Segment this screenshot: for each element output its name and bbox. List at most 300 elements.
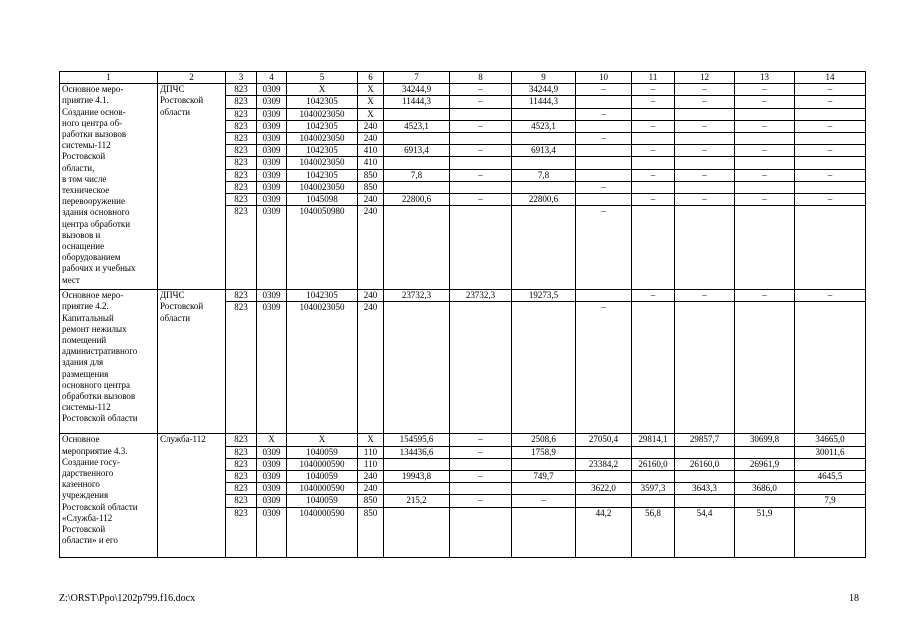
table-cell [632,446,675,458]
table-cell [576,157,632,169]
table-cell: 0309 [257,84,287,96]
table-cell: 23732,3 [450,290,512,302]
table-cell: 11444,3 [384,96,450,108]
measure-name-line: размещения [62,368,109,379]
table-cell [512,302,576,434]
table-cell: 1040059 [287,471,358,483]
measure-name-line: вызовов и [62,229,101,240]
table-cell [384,507,450,557]
table-cell: Х [358,434,384,446]
table-cell: – [795,290,866,302]
table-cell: 240 [358,471,384,483]
table-cell [675,495,735,507]
table-cell: 26160,0 [632,458,675,470]
table-cell: 823 [226,458,257,470]
table-cell [512,133,576,145]
table-cell [450,108,512,120]
table-cell: 240 [358,194,384,206]
col-header: 9 [512,72,576,84]
table-cell: 134436,6 [384,446,450,458]
table-cell: – [735,120,795,132]
table-cell: 0309 [257,206,287,290]
table-cell: Х [358,108,384,120]
col-header: 7 [384,72,450,84]
table-cell: 1040000590 [287,507,358,557]
table-cell [795,483,866,495]
page-number: 18 [849,593,859,604]
table-cell: 850 [358,507,384,557]
table-cell: 240 [358,302,384,434]
table-cell: 154595,6 [384,434,450,446]
measure-name-line: перевооружение [62,196,125,207]
table-cell [576,290,632,302]
table-cell: – [632,194,675,206]
table-cell: 1042305 [287,169,358,181]
table-cell: 7,8 [384,169,450,181]
table-cell [384,483,450,495]
table-cell [576,145,632,157]
measure-name-line: Основное [62,434,100,445]
table-cell [512,206,576,290]
table-cell: 2508,6 [512,434,576,446]
table-cell: 823 [226,96,257,108]
table-cell: – [675,120,735,132]
table-cell: – [450,194,512,206]
table-cell [795,133,866,145]
executor-line: ДПЧС [160,84,185,95]
measure-name-line: «Служба-112 [62,512,113,523]
table-cell: 0309 [257,446,287,458]
table-cell: – [795,120,866,132]
table-cell: 51,9 [735,507,795,557]
measure-name-line: Основное меро- [62,84,124,95]
table-cell [384,458,450,470]
executor-line: Ростовской [160,301,204,312]
measure-name-line: здания для [62,357,104,368]
executor-line: ДПЧС [160,290,185,301]
executor-line: Ростовской [160,95,204,106]
table-cell: 0309 [257,169,287,181]
table-cell [795,206,866,290]
col-header: 8 [450,72,512,84]
table-cell: 823 [226,120,257,132]
table-cell [735,108,795,120]
table-cell: 823 [226,108,257,120]
table-cell: 823 [226,434,257,446]
table-cell: 410 [358,157,384,169]
table-cell [675,302,735,434]
table-row [60,290,866,302]
table-cell: 110 [358,458,384,470]
table-cell: 240 [358,120,384,132]
measure-name-line: здания основного [62,207,130,218]
measure-name-line: дарственного [62,468,114,479]
table-cell: 0309 [257,507,287,557]
table-cell: – [450,495,512,507]
table-cell [512,108,576,120]
executor [158,434,226,557]
table-cell: 6913,4 [384,145,450,157]
table-cell: Х [358,84,384,96]
table-cell [384,133,450,145]
table-cell [512,483,576,495]
table-cell [632,471,675,483]
measure-name-line: Создание основ- [62,106,126,117]
table-cell: 1042305 [287,290,358,302]
header-row [60,72,866,84]
table-cell: 1040000590 [287,483,358,495]
measure-name-line: Создание госу- [62,456,120,467]
table-cell: 823 [226,206,257,290]
table-cell: – [450,120,512,132]
table-cell [675,157,735,169]
measure-name-line: Основное меро- [62,290,124,301]
measure-name-line: основного центра [62,379,130,390]
col-header: 6 [358,72,384,84]
measure-name-line: мест [62,274,80,285]
table-cell: – [632,169,675,181]
measure-name-line: области, [62,162,95,173]
table-cell: 240 [358,133,384,145]
table-cell: – [795,169,866,181]
table-cell: 823 [226,145,257,157]
table-cell [735,302,795,434]
table-cell: 0309 [257,483,287,495]
executor [158,290,226,434]
measure-name [60,84,158,290]
table-cell: – [632,96,675,108]
table-cell: – [675,290,735,302]
table-cell: Х [287,434,358,446]
executor-line: области [160,312,191,323]
table-cell [632,206,675,290]
table-cell [576,169,632,181]
document-path: Z:\ORST\Ppo\1202p799.f16.docx [59,593,196,604]
measure-name-line: Ростовской [62,524,106,535]
table-cell: – [632,290,675,302]
table-cell: 30011,6 [795,446,866,458]
measure-name-line: Капитальный [62,312,114,323]
table-cell: – [675,84,735,96]
table-cell [735,206,795,290]
table-cell: Х [287,84,358,96]
table-cell: – [450,434,512,446]
table-cell: – [795,145,866,157]
table-cell [450,507,512,557]
table-cell: – [576,181,632,193]
table-cell: 23732,3 [384,290,450,302]
table-cell: 1040023050 [287,108,358,120]
table-cell: 823 [226,302,257,434]
table-cell: 1040050980 [287,206,358,290]
table-cell: 54,4 [675,507,735,557]
table-cell: – [632,120,675,132]
table-cell: 410 [358,145,384,157]
table-cell: – [675,96,735,108]
col-header: 14 [795,72,866,84]
budget-table [59,71,866,558]
table-cell [735,181,795,193]
measure-name-line: оборудованием [62,252,121,263]
table-cell: 0309 [257,302,287,434]
table-cell: 1040000590 [287,458,358,470]
measure-name-line: Ростовской области [62,413,138,424]
table-row [60,84,866,96]
table-cell: 1040059 [287,495,358,507]
table-cell: 823 [226,169,257,181]
table-cell: 0309 [257,471,287,483]
table-cell: 0309 [257,96,287,108]
table-cell: 0309 [257,194,287,206]
table-cell: 11444,3 [512,96,576,108]
table-cell [735,446,795,458]
measure-name-line: в том числе [62,173,107,184]
table-cell: 1040023050 [287,157,358,169]
col-header: 4 [257,72,287,84]
table-cell: 823 [226,157,257,169]
table-cell: 0309 [257,120,287,132]
table-cell: Х [358,96,384,108]
table-cell: – [576,133,632,145]
table-cell [384,108,450,120]
measure-name-line: административного [62,346,138,357]
table-cell: 0309 [257,145,287,157]
measure-name-line: приятие 4.1. [62,95,109,106]
table-cell [512,458,576,470]
table-cell: 19273,5 [512,290,576,302]
col-header: 12 [675,72,735,84]
table-cell: 823 [226,181,257,193]
table-cell: 1040023050 [287,181,358,193]
measure-name-line: приятие 4.2. [62,301,109,312]
table-cell [576,471,632,483]
table-cell: 3597,3 [632,483,675,495]
table-cell [795,157,866,169]
table-cell: – [450,96,512,108]
table-cell [384,206,450,290]
table-cell [450,302,512,434]
table-cell: – [576,302,632,434]
table-cell: 240 [358,483,384,495]
table-cell [735,133,795,145]
table-cell: 4645,5 [795,471,866,483]
measure-name-line: системы-112 [62,402,111,413]
table-cell: – [576,84,632,96]
table-cell: 850 [358,181,384,193]
table-cell: – [576,206,632,290]
table-cell: 823 [226,194,257,206]
table-cell [512,507,576,557]
table-cell [450,157,512,169]
table-cell: 3622,0 [576,483,632,495]
table-cell: 823 [226,446,257,458]
table-cell: 0309 [257,495,287,507]
executor-line: области [160,106,191,117]
table-cell: Х [257,434,287,446]
table-cell: – [795,84,866,96]
table-cell: 0309 [257,290,287,302]
table-cell [450,133,512,145]
measure-name-line: Ростовской области [62,501,138,512]
col-header: 5 [287,72,358,84]
table-cell: – [735,145,795,157]
table-cell: 29814,1 [632,434,675,446]
table-cell: – [632,145,675,157]
table-cell: – [675,145,735,157]
table-cell: 27050,4 [576,434,632,446]
table-cell [632,495,675,507]
table-cell [795,108,866,120]
table-cell [675,446,735,458]
table-cell: 1042305 [287,96,358,108]
table-cell [675,133,735,145]
table-cell [632,181,675,193]
table-cell: 1042305 [287,145,358,157]
table-cell: 23384,2 [576,458,632,470]
col-header: 2 [158,72,226,84]
table-cell: 34665,0 [795,434,866,446]
table-cell: – [735,169,795,181]
executor [158,84,226,290]
table-cell: 0309 [257,157,287,169]
table-cell: 34244,9 [384,84,450,96]
measure-name-line: ного центра об- [62,117,123,128]
table-cell: 823 [226,290,257,302]
table-cell: 34244,9 [512,84,576,96]
table-cell [795,458,866,470]
table-cell: – [735,290,795,302]
table-cell: 850 [358,495,384,507]
table-cell: 22800,6 [512,194,576,206]
measure-name-line: центра обработки [62,218,131,229]
table-cell [632,108,675,120]
table-cell: – [450,84,512,96]
table-cell: – [450,169,512,181]
table-cell: 26961,9 [735,458,795,470]
table-cell [576,120,632,132]
table-cell: 240 [358,206,384,290]
table-cell: – [576,108,632,120]
table-cell [450,458,512,470]
measure-name-line: казенного [62,479,100,490]
measure-name [60,290,158,434]
table-cell: – [795,194,866,206]
table-cell: – [675,194,735,206]
table-cell: 7,9 [795,495,866,507]
table-cell [576,96,632,108]
table-cell [576,495,632,507]
table-cell: 19943,8 [384,471,450,483]
table-cell: 823 [226,84,257,96]
table-cell [450,483,512,495]
table-cell: 4523,1 [512,120,576,132]
measure-name-line: рабочих и учебных [62,263,136,274]
measure-name-line: помещений [62,335,107,346]
measure-name-line: системы-112 [62,140,111,151]
table-cell: 823 [226,471,257,483]
table-cell [632,133,675,145]
table-cell: 1040023050 [287,302,358,434]
table-cell [384,302,450,434]
table-cell: – [675,169,735,181]
table-cell: 44,2 [576,507,632,557]
measure-name-line: обработки вызовов [62,391,136,402]
table-cell: 823 [226,133,257,145]
table-cell: 1758,9 [512,446,576,458]
table-cell: 110 [358,446,384,458]
table-cell: 850 [358,169,384,181]
measure-name-line: учреждения [62,490,109,501]
table-cell: 823 [226,483,257,495]
table-cell [795,302,866,434]
table-cell: 1040059 [287,446,358,458]
table-cell [450,181,512,193]
table-cell [450,206,512,290]
table-cell: 4523,1 [384,120,450,132]
table-cell: 0309 [257,133,287,145]
table-cell: 30699,8 [735,434,795,446]
table-cell [795,507,866,557]
table-cell: 240 [358,290,384,302]
table-cell: 215,2 [384,495,450,507]
table-cell: 823 [226,495,257,507]
table-cell [795,181,866,193]
measure-name-line: Ростовской [62,151,106,162]
measure-name [60,434,158,557]
measure-name-line: мероприятие 4.3. [62,445,128,456]
table-cell [384,181,450,193]
table-cell [735,157,795,169]
col-header: 10 [576,72,632,84]
table-cell: 29857,7 [675,434,735,446]
table-cell: – [632,84,675,96]
col-header: 13 [735,72,795,84]
measure-name-line: области» и его [62,535,118,546]
table-cell: – [450,145,512,157]
table-cell: 823 [226,507,257,557]
measure-name-line: оснащение [62,241,105,252]
col-header: 1 [60,72,158,84]
table-cell [632,302,675,434]
table-cell: 1045098 [287,194,358,206]
table-cell: 6913,4 [512,145,576,157]
table-cell [675,108,735,120]
table-cell [675,471,735,483]
table-row [60,434,866,446]
table-cell: – [735,96,795,108]
table-cell [384,157,450,169]
table-cell: 3686,0 [735,483,795,495]
table-cell: – [512,495,576,507]
table-cell [735,495,795,507]
table-cell: 26160,0 [675,458,735,470]
table-cell [576,446,632,458]
table-cell [735,471,795,483]
table-cell: – [735,84,795,96]
table-cell: – [450,446,512,458]
table-cell [675,206,735,290]
table-cell: 56,8 [632,507,675,557]
executor-line: Служба-112 [160,434,206,445]
table-cell: 749,7 [512,471,576,483]
table-cell: 0309 [257,181,287,193]
table-cell: 7,8 [512,169,576,181]
table-cell [675,181,735,193]
table-cell: – [795,96,866,108]
table-cell: 0309 [257,458,287,470]
table-cell: 0309 [257,108,287,120]
measure-name-line: ремонт нежилых [62,323,127,334]
